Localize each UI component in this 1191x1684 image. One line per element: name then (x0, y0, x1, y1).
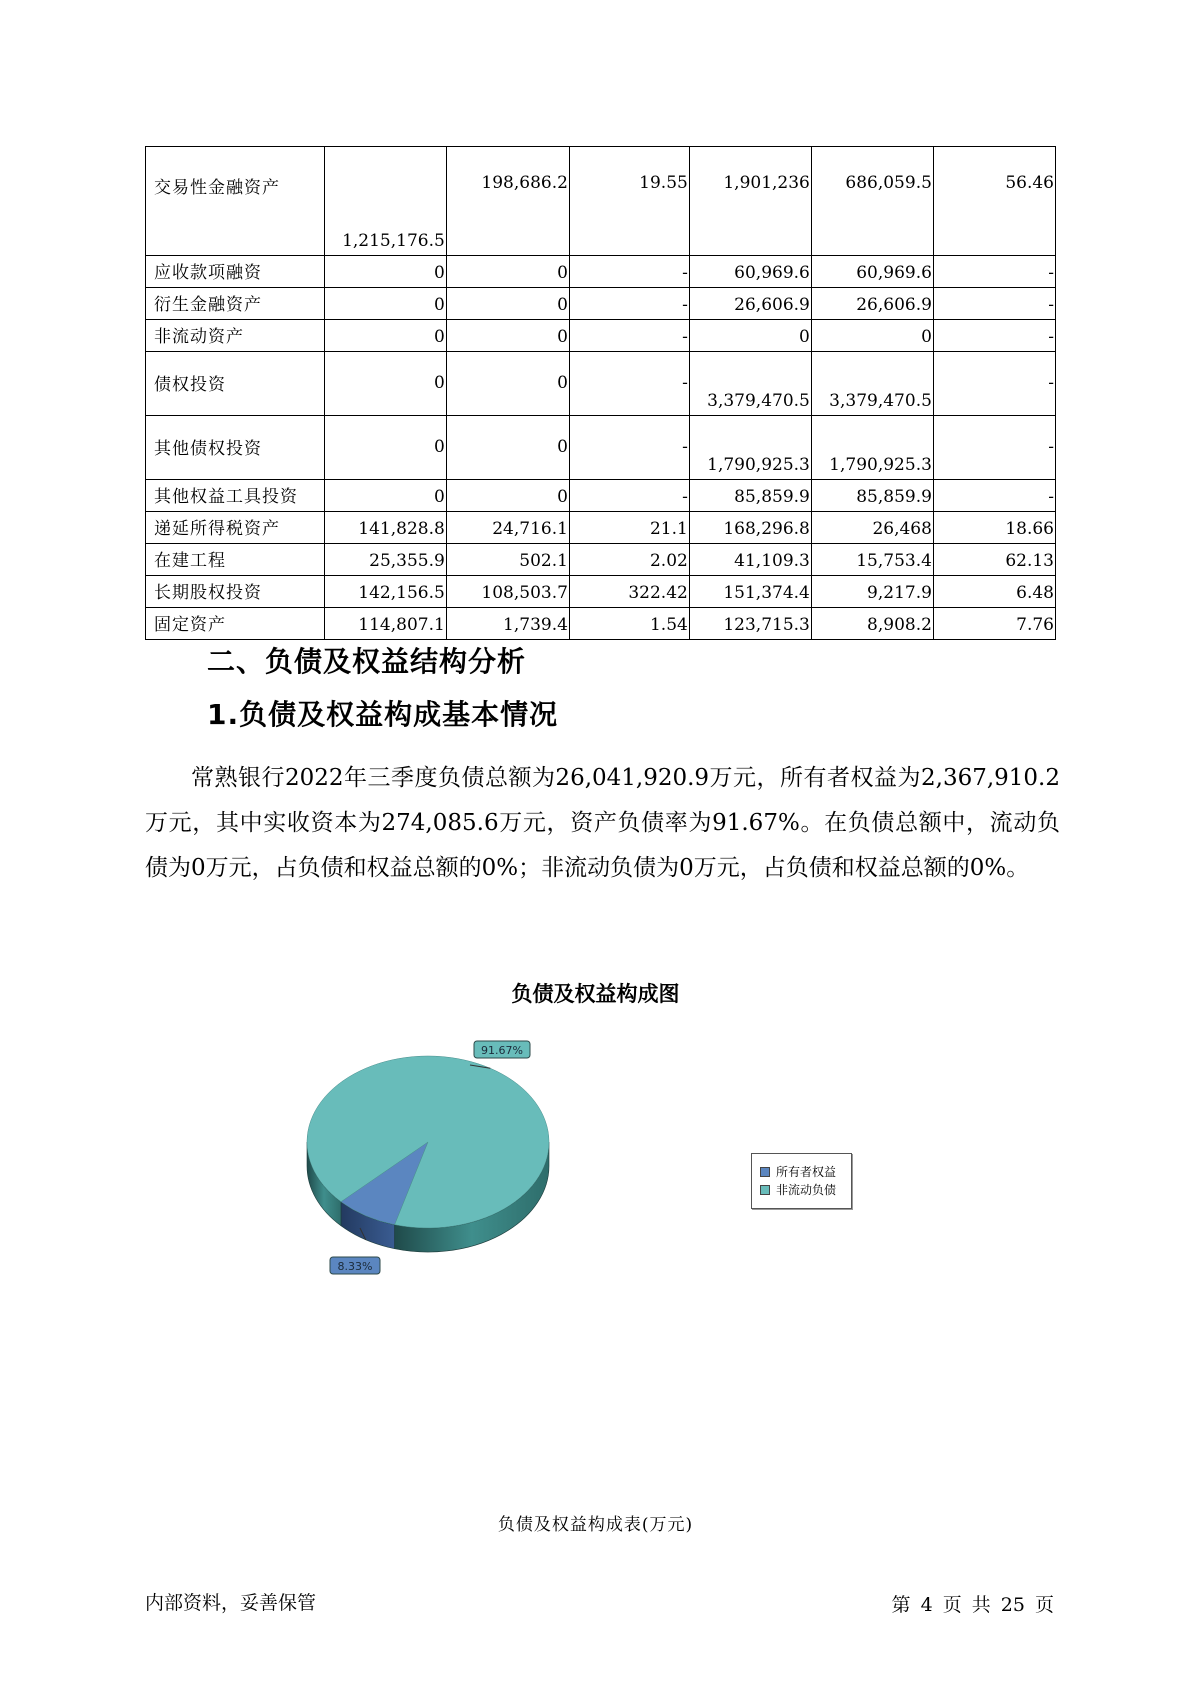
value-cell: 85,859.9 (811, 480, 933, 512)
value-cell: 25,355.9 (324, 544, 446, 576)
value-cell: - (933, 352, 1055, 416)
value-cell: 18.66 (933, 512, 1055, 544)
value-cell: 2.02 (569, 544, 689, 576)
row-label-cell: 交易性金融资产 (146, 147, 325, 256)
value-cell: 0 (324, 288, 446, 320)
value-cell: 1,901,236 (689, 147, 811, 256)
value-cell: 0 (446, 288, 569, 320)
row-label-cell: 债权投资 (146, 352, 325, 416)
data-label-0: 8.33% (337, 1260, 373, 1273)
row-label-cell: 递延所得税资产 (146, 512, 325, 544)
value-cell: 85,859.9 (689, 480, 811, 512)
row-label-cell: 长期股权投资 (146, 576, 325, 608)
value-cell: 3,379,470.5 (689, 352, 811, 416)
value-cell: 0 (446, 480, 569, 512)
value-cell: 0 (811, 320, 933, 352)
value-cell: 0 (689, 320, 811, 352)
value-cell: 8,908.2 (811, 608, 933, 640)
value-cell: 0 (446, 416, 569, 480)
value-cell: 9,217.9 (811, 576, 933, 608)
value-cell: - (569, 256, 689, 288)
value-cell: 26,606.9 (689, 288, 811, 320)
row-label-cell: 在建工程 (146, 544, 325, 576)
value-cell: - (569, 416, 689, 480)
chart-caption: 负债及权益构成表(万元) (497, 1515, 694, 1535)
value-cell: 686,059.5 (811, 147, 933, 256)
value-cell: 108,503.7 (446, 576, 569, 608)
value-cell: 151,374.4 (689, 576, 811, 608)
value-cell: - (933, 320, 1055, 352)
value-cell: 7.76 (933, 608, 1055, 640)
row-label-cell: 非流动资产 (146, 320, 325, 352)
paragraph-text: 常熟银行2022年三季度负债总额为26,041,920.9万元，所有者权益为2,367,910.2万元，其中实收资本为274,085.6万元，资产负债率为91.67%。在负债总额中，流动负债为0万元，占负债和权益总额的0%；非流动负债为0万元，占负债和权益总额的0%。 (145, 765, 1060, 881)
value-cell: 0 (446, 352, 569, 416)
value-cell: - (569, 480, 689, 512)
value-cell: 322.42 (569, 576, 689, 608)
value-cell: 1,215,176.5 (324, 147, 446, 256)
value-cell: - (933, 288, 1055, 320)
value-cell: 502.1 (446, 544, 569, 576)
value-cell: 0 (446, 256, 569, 288)
value-cell: 0 (324, 320, 446, 352)
footer-page-number: 第 4 页 共 25 页 (891, 1594, 1054, 1616)
section-heading: 二、负债及权益结构分析 (207, 645, 527, 678)
chart-legend (751, 1153, 852, 1209)
value-cell: - (933, 256, 1055, 288)
value-cell: 0 (324, 480, 446, 512)
value-cell: 1,739.4 (446, 608, 569, 640)
row-label-cell: 固定资产 (146, 608, 325, 640)
legend-swatch-noncurrent-liabilities (760, 1185, 770, 1195)
value-cell: 1,790,925.3 (811, 416, 933, 480)
value-cell: 62.13 (933, 544, 1055, 576)
data-label-1: 91.67% (481, 1044, 523, 1057)
value-cell: 1.54 (569, 608, 689, 640)
legend-label-noncurrent-liabilities: 非流动负债 (776, 1183, 837, 1197)
section-subheading: 1.负债及权益构成基本情况 (207, 698, 559, 731)
value-cell: 142,156.5 (324, 576, 446, 608)
chart-title: 负债及权益构成图 (511, 982, 680, 1006)
value-cell: - (569, 352, 689, 416)
value-cell: 141,828.8 (324, 512, 446, 544)
value-cell: 0 (324, 352, 446, 416)
value-cell: 60,969.6 (811, 256, 933, 288)
value-cell: 19.55 (569, 147, 689, 256)
value-cell: 114,807.1 (324, 608, 446, 640)
footer-confidential: 内部资料，妥善保管 (145, 1592, 317, 1614)
row-label-cell: 衍生金融资产 (146, 288, 325, 320)
legend-swatch-equity (760, 1167, 770, 1177)
value-cell: 0 (324, 416, 446, 480)
value-cell: - (933, 480, 1055, 512)
value-cell: 3,379,470.5 (811, 352, 933, 416)
value-cell: 15,753.4 (811, 544, 933, 576)
legend-label-equity: 所有者权益 (776, 1165, 837, 1179)
value-cell: - (569, 320, 689, 352)
value-cell: 0 (324, 256, 446, 288)
value-cell: 21.1 (569, 512, 689, 544)
row-label-cell: 其他权益工具投资 (146, 480, 325, 512)
value-cell: - (933, 416, 1055, 480)
value-cell: 123,715.3 (689, 608, 811, 640)
value-cell: - (569, 288, 689, 320)
value-cell: 1,790,925.3 (689, 416, 811, 480)
legend-item-equity (760, 1164, 836, 1180)
row-label-cell: 其他债权投资 (146, 416, 325, 480)
value-cell: 6.48 (933, 576, 1055, 608)
row-label-cell: 应收款项融资 (146, 256, 325, 288)
value-cell: 24,716.1 (446, 512, 569, 544)
value-cell: 198,686.2 (446, 147, 569, 256)
value-cell: 60,969.6 (689, 256, 811, 288)
value-cell: 26,606.9 (811, 288, 933, 320)
value-cell: 41,109.3 (689, 544, 811, 576)
value-cell: 0 (446, 320, 569, 352)
value-cell: 56.46 (933, 147, 1055, 256)
value-cell: 168,296.8 (689, 512, 811, 544)
value-cell: 26,468 (811, 512, 933, 544)
legend-item-noncurrent-liabilities (760, 1182, 836, 1198)
